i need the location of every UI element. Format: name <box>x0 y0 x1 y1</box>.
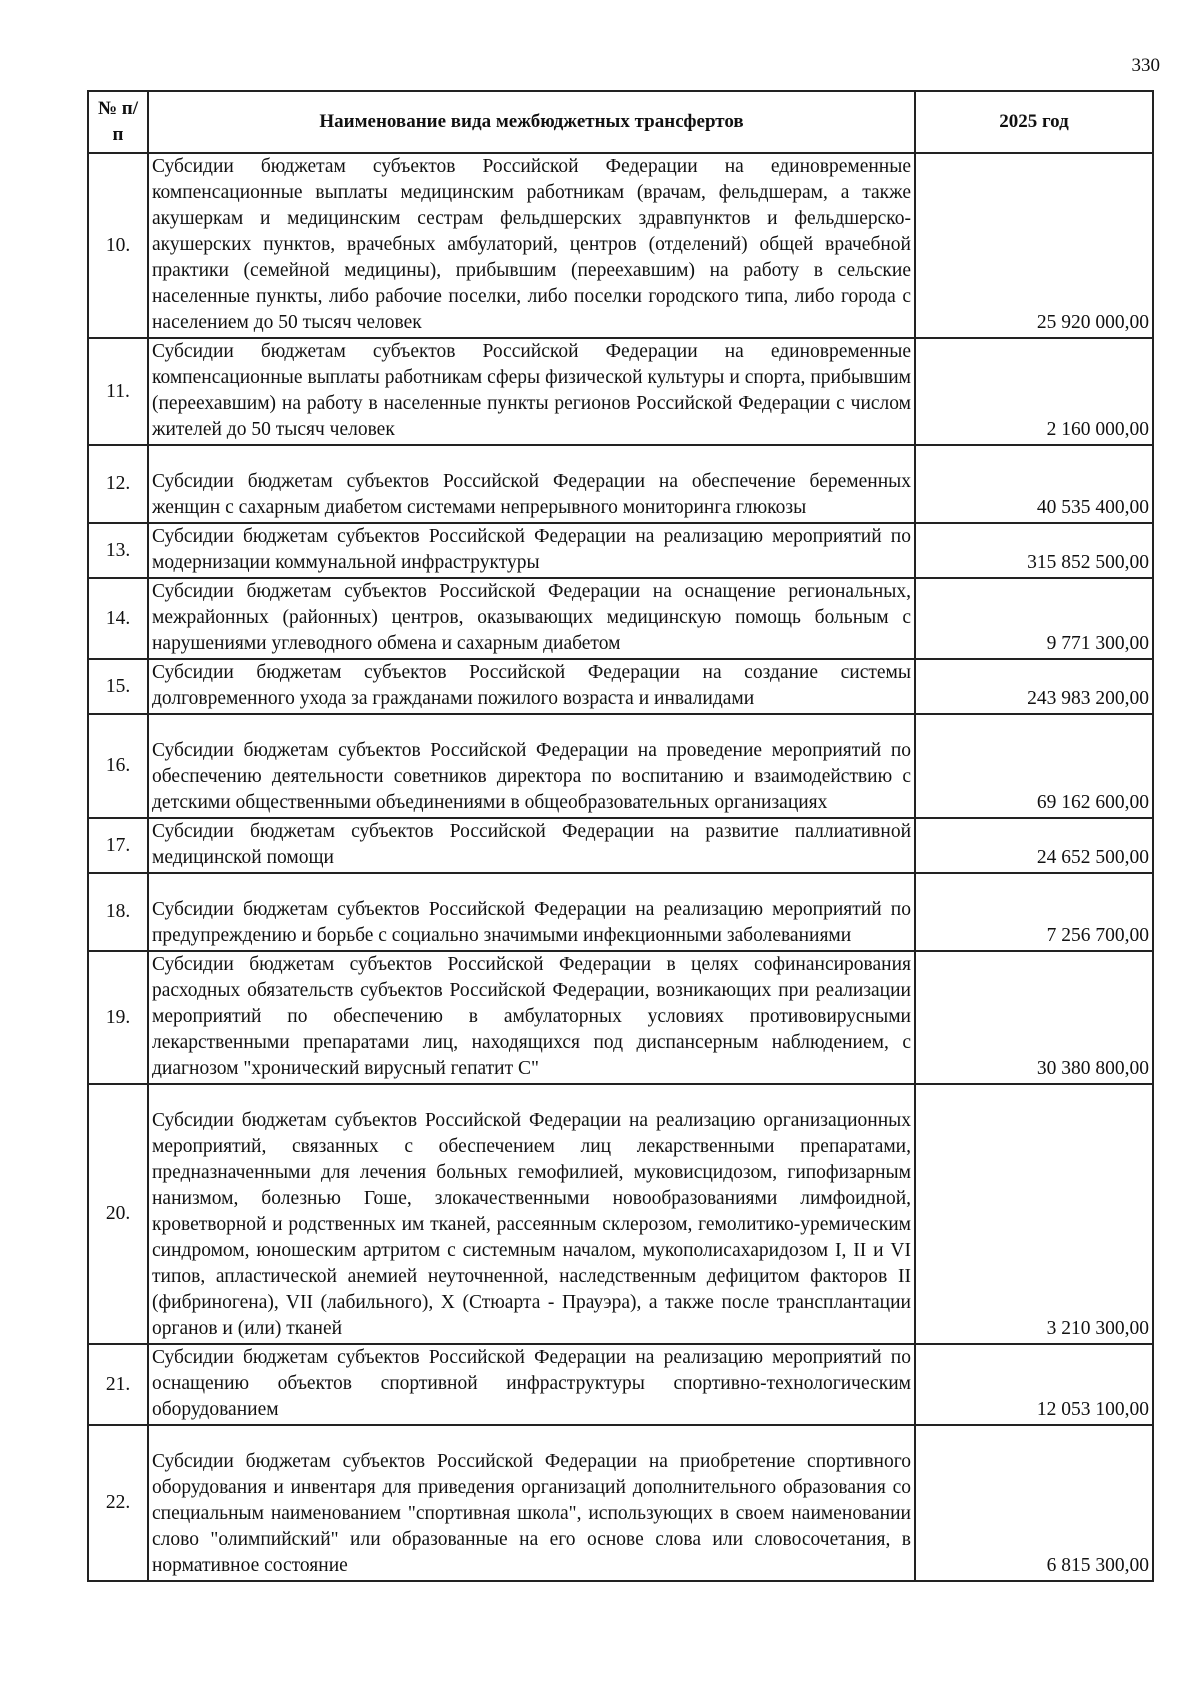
row-name: Субсидии бюджетам субъектов Российской Федерации на реализацию мероприятий по предупреждению и борьбе с социально значимыми инфекционными заболеваниями <box>148 873 915 951</box>
row-name: Субсидии бюджетам субъектов Российской Федерации на проведение мероприятий по обеспечению деятельности советников директора по воспитанию и взаимодействию с детскими общественными объединениями в общеобразовательных организациях <box>148 714 915 818</box>
row-name: Субсидии бюджетам субъектов Российской Федерации на обеспечение беременных женщин с сахарным диабетом системами непрерывного мониторинга глюкозы <box>148 445 915 523</box>
row-amount: 9 771 300,00 <box>915 578 1153 659</box>
row-name: Субсидии бюджетам субъектов Российской Федерации на реализацию мероприятий по модернизации коммунальной инфраструктуры <box>148 523 915 578</box>
row-amount: 24 652 500,00 <box>915 818 1153 873</box>
row-amount: 2 160 000,00 <box>915 338 1153 445</box>
row-amount: 12 053 100,00 <box>915 1344 1153 1425</box>
table-row <box>88 153 1153 338</box>
header-year: 2025 год <box>915 91 1153 153</box>
row-amount: 6 815 300,00 <box>915 1425 1153 1581</box>
page-number: 330 <box>1131 55 1160 76</box>
row-name: Субсидии бюджетам субъектов Российской Федерации на оснащение региональных, межрайонных (районных) центров, оказывающих медицинскую помощь больным с нарушениями углеводного обмена и сахарным диабетом <box>148 578 915 659</box>
row-number: 17. <box>88 818 148 873</box>
table-row <box>88 659 1153 714</box>
header-name: Наименование вида межбюджетных трансфертов <box>148 91 915 153</box>
row-number: 12. <box>88 445 148 523</box>
row-amount: 315 852 500,00 <box>915 523 1153 578</box>
row-number: 14. <box>88 578 148 659</box>
row-number: 18. <box>88 873 148 951</box>
table-row <box>88 818 1153 873</box>
table-row <box>88 1344 1153 1425</box>
table-row <box>88 338 1153 445</box>
row-number: 16. <box>88 714 148 818</box>
row-number: 19. <box>88 951 148 1084</box>
row-number: 11. <box>88 338 148 445</box>
row-number: 22. <box>88 1425 148 1581</box>
table-row <box>88 523 1153 578</box>
row-amount: 30 380 800,00 <box>915 951 1153 1084</box>
row-name: Субсидии бюджетам субъектов Российской Федерации на приобретение спортивного оборудования и инвентаря для приведения организаций дополнительного образования со специальным наименованием "спортивная школа", использующих в своем наименовании слово "олимпийский" или образованные на его основе слова или словосочетания, в нормативное состояние <box>148 1425 915 1581</box>
table-header-row <box>88 91 1153 153</box>
table-row <box>88 1425 1153 1581</box>
row-number: 13. <box>88 523 148 578</box>
row-name: Субсидии бюджетам субъектов Российской Федерации на реализацию организационных мероприятий, связанных с обеспечением лиц лекарственными препаратами, предназначенными для лечения больных гемофилией, муковисцидозом, гипофизарным нанизмом, болезнью Гоше, злокачественными новообразованиями лимфоидной, кроветворной и родственных им тканей, рассеянным склерозом, гемолитико-уремическим синдромом, юношеским артритом с системным началом, мукополисахаридозом I, II и VI типов, апластической анемией неуточненной, наследственным дефицитом факторов II (фибриногена), VII (лабильного), X (Стюарта - Прауэра), а также после трансплантации органов и (или) тканей <box>148 1084 915 1344</box>
transfers-table <box>87 90 1154 1582</box>
row-amount: 7 256 700,00 <box>915 873 1153 951</box>
row-name: Субсидии бюджетам субъектов Российской Федерации в целях софинансирования расходных обязательств субъектов Российской Федерации, возникающих при реализации мероприятий по обеспечению в амбулаторных условиях противовирусными лекарственными препаратами лиц, находящихся под диспансерным наблюдением, с диагнозом "хронический вирусный гепатит С" <box>148 951 915 1084</box>
row-name: Субсидии бюджетам субъектов Российской Федерации на единовременные компенсационные выплаты работникам сферы физической культуры и спорта, прибывшим (переехавшим) на работу в населенные пункты регионов Российской Федерации с числом жителей до 50 тысяч человек <box>148 338 915 445</box>
row-name: Субсидии бюджетам субъектов Российской Федерации на развитие паллиативной медицинской помощи <box>148 818 915 873</box>
row-amount: 69 162 600,00 <box>915 714 1153 818</box>
row-name: Субсидии бюджетам субъектов Российской Федерации на реализацию мероприятий по оснащению объектов спортивной инфраструктуры спортивно-технологическим оборудованием <box>148 1344 915 1425</box>
table-row <box>88 873 1153 951</box>
header-number: № п/п <box>88 91 148 153</box>
row-number: 10. <box>88 153 148 338</box>
row-name: Субсидии бюджетам субъектов Российской Федерации на создание системы долговременного ухода за гражданами пожилого возраста и инвалидами <box>148 659 915 714</box>
row-number: 21. <box>88 1344 148 1425</box>
table-row <box>88 445 1153 523</box>
row-amount: 40 535 400,00 <box>915 445 1153 523</box>
table-row <box>88 714 1153 818</box>
row-amount: 243 983 200,00 <box>915 659 1153 714</box>
table-row <box>88 578 1153 659</box>
row-number: 20. <box>88 1084 148 1344</box>
row-amount: 25 920 000,00 <box>915 153 1153 338</box>
table-row <box>88 951 1153 1084</box>
table-row <box>88 1084 1153 1344</box>
row-number: 15. <box>88 659 148 714</box>
row-name: Субсидии бюджетам субъектов Российской Федерации на единовременные компенсационные выплаты медицинским работникам (врачам, фельдшерам, а также акушеркам и медицинским сестрам фельдшерских здравпунктов и фельдшерско-акушерских пунктов, врачебных амбулаторий, центров (отделений) общей врачебной практики (семейной медицины), прибывшим (переехавшим) на работу в сельские населенные пункты, либо рабочие поселки, либо поселки городского типа, либо города с населением до 50 тысяч человек <box>148 153 915 338</box>
row-amount: 3 210 300,00 <box>915 1084 1153 1344</box>
